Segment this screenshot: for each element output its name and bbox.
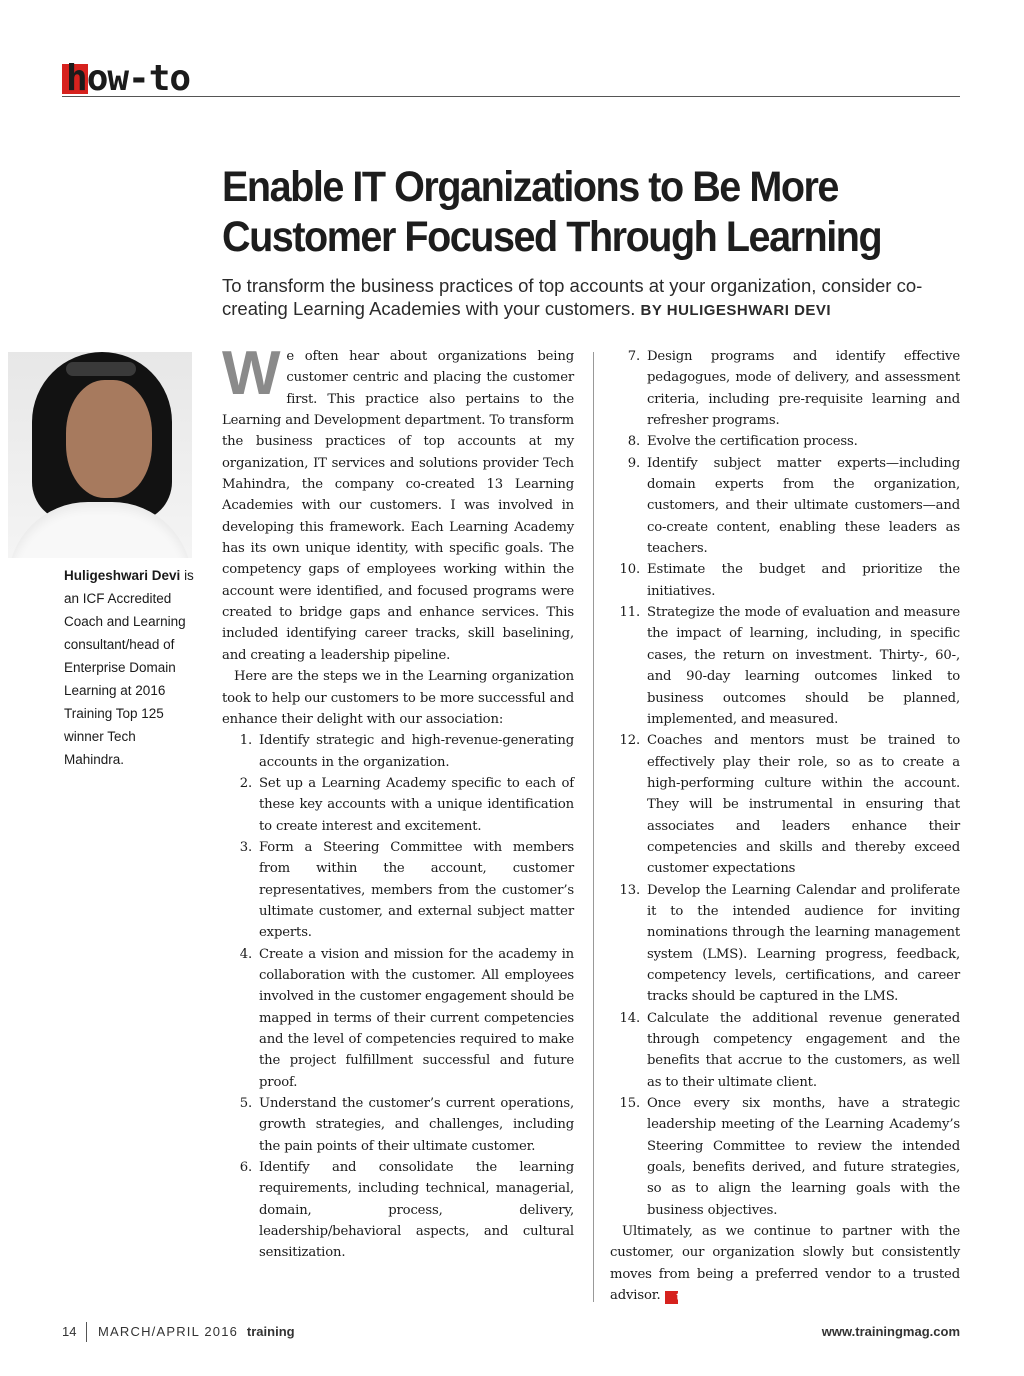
list-item-number: 9. <box>627 455 640 471</box>
page-number: 14 <box>62 1324 77 1339</box>
list-item-text: Identify strategic and high-revenue-generating accounts in the organization. <box>259 733 574 770</box>
list-item <box>610 1008 960 1093</box>
list-item-number: 3. <box>239 839 252 855</box>
list-item <box>610 880 960 1008</box>
list-item-text: Identify and consolidate the learning requirements, including technical, managerial, domain, process, delivery, leadership/behavioral aspects, and cultural sensitization. <box>259 1160 574 1261</box>
list-item <box>222 730 574 773</box>
list-item <box>222 1093 574 1157</box>
footer-divider <box>86 1322 87 1342</box>
list-item <box>222 944 574 1093</box>
page-footer <box>62 1322 960 1342</box>
list-item-text: Evolve the certification process. <box>647 434 858 450</box>
list-item-text: Estimate the budget and prioritize the initiatives. <box>647 562 960 599</box>
photo-sunglasses <box>66 362 136 376</box>
article-deck <box>222 274 962 322</box>
list-item-number: 13. <box>619 882 640 898</box>
list-item-number: 11. <box>619 605 640 621</box>
list-item-text: Develop the Learning Calendar and proliferate it to the intended audience for inviting nominations through the learning management system (LMS). Learning progress, feedback, competency levels, certifications, and career tracks should be captured in the LMS. <box>647 882 960 1005</box>
list-item-number: 1. <box>239 733 252 749</box>
author-name: Huligeshwari Devi <box>64 568 181 583</box>
author-photo <box>8 352 192 558</box>
issue-info <box>98 1324 295 1339</box>
body-column-2 <box>610 346 960 1306</box>
section-label-initial: h <box>66 58 87 99</box>
list-item-number: 8. <box>627 434 640 450</box>
list-item <box>610 730 960 879</box>
list-item-text: Design programs and identify effective pedagogues, mode of delivery, and assessment criteria, including pre-requisite learning and refresher programs. <box>647 349 960 429</box>
section-label-rest: ow-to <box>86 58 191 99</box>
drop-cap: W <box>222 339 281 408</box>
author-bio-text: is an ICF Accredited Coach and Learning consultant/head of Enterprise Domain Learning at 2016 Training Top 125 winner Tech Mahindra. <box>64 568 194 767</box>
list-item-text: Once every six months, have a strategic leadership meeting of the Learning Academy’s Steering Committee to review the intended goals, benefits derived, and future strategies, so as to align the learning goals with the business objectives. <box>647 1096 960 1218</box>
deck-text: To transform the business practices of top accounts at your organization, consider co-creating Learning Academies with your customers. <box>222 275 923 319</box>
list-item <box>610 559 960 602</box>
list-item-number: 2. <box>239 775 252 791</box>
issue-date: MARCH/APRIL 2016 <box>98 1324 239 1339</box>
list-item-number: 4. <box>239 946 252 962</box>
list-item <box>610 346 960 431</box>
list-item-number: 7. <box>627 349 640 364</box>
body-column-1 <box>222 339 574 1264</box>
list-item <box>610 1093 960 1221</box>
list-item-number: 14. <box>619 1010 640 1026</box>
list-item-number: 10. <box>619 562 640 578</box>
article-title: Enable IT Organizations to Be More Customer Focused Through Learning <box>222 163 882 261</box>
list-item-number: 15. <box>619 1096 640 1112</box>
website-url[interactable]: www.trainingmag.com <box>821 1324 960 1339</box>
list-item-text: Coaches and mentors must be trained to effectively play their role, so as to create a high-performing culture within the account. They will be instrumental in ensuring that associates and leaders enhance their competencies and skills and thereby exceed customer expectations <box>647 733 960 877</box>
author-bio <box>64 564 196 771</box>
section-header <box>62 60 960 97</box>
steps-list-part-1 <box>222 730 574 1264</box>
steps-list-part-2 <box>610 346 960 1221</box>
list-item-text: Understand the customer’s current operations, growth strategies, and challenges, including the pain points of their ultimate customer. <box>259 1096 574 1154</box>
column-divider <box>593 352 594 1302</box>
conclusion-text: Ultimately, as we continue to partner with the customer, our organization slowly but consistently moves from being a preferred vendor to a trusted advisor. <box>610 1224 960 1304</box>
list-item <box>610 453 960 560</box>
intro-text: e often hear about organizations being customer centric and placing the customer first. This practice also pertains to the Learning and Development department. To transform the business practices of top accounts at my organization, IT services and solutions provider Tech Mahindra, the company co-created 13 Learning Academies with our customers. I was involved in developing this framework. Each Learning Academy has its own unique identity, with specific goals. The competency gaps of employees working within the account were identified, and focused programs were created to bridge gaps and enhance services. This included identifying career tracks, skill baselining, and creating a leadership pipeline. <box>222 349 574 663</box>
list-item <box>222 837 574 944</box>
list-item-number: 6. <box>239 1160 252 1176</box>
list-item <box>610 431 960 452</box>
end-mark-icon: t <box>665 1291 678 1304</box>
list-item-text: Identify subject matter experts—including domain experts from the organization, customers, and their ultimate customers—and co-create content, enabling these leaders as teachers. <box>647 455 960 557</box>
list-item-number: 12. <box>619 733 640 749</box>
photo-shirt <box>8 502 192 558</box>
magazine-name: training <box>246 1324 295 1339</box>
intro-paragraph <box>222 339 574 666</box>
list-item-text: Set up a Learning Academy specific to each of these key accounts with a unique identification to create interest and excitement. <box>259 775 574 834</box>
steps-intro: Here are the steps we in the Learning organization took to help our customers to be more successful and enhance their delight with our association: <box>222 669 574 727</box>
photo-face <box>66 380 152 498</box>
list-item-text: Strategize the mode of evaluation and measure the impact of learning, including, in specific cases, the return on investment. Thirty-, 60-, and 90-day learning outcomes linked to business outcomes should be planned, implemented, and measured. <box>647 605 960 727</box>
list-item-text: Calculate the additional revenue generated through competency engagement and the benefits that accrue to the customers, as well as to their ultimate client. <box>647 1010 960 1090</box>
list-item <box>222 773 574 837</box>
byline: BY HULIGESHWARI DEVI <box>640 302 832 319</box>
list-item <box>610 602 960 730</box>
list-item <box>222 1157 574 1264</box>
list-item-number: 5. <box>239 1096 252 1112</box>
list-item-text: Create a vision and mission for the academy in collaboration with the customer. All employees involved in the customer engagement should be mapped in terms of their current competencies and the level of competencies required to make the project fulfillment successful and future proof. <box>259 946 574 1090</box>
section-label <box>66 58 190 99</box>
list-item-text: Form a Steering Committee with members from within the account, customer representatives, members from the customer’s ultimate customer, and external subject matter experts. <box>259 839 574 941</box>
conclusion-paragraph <box>610 1221 960 1306</box>
